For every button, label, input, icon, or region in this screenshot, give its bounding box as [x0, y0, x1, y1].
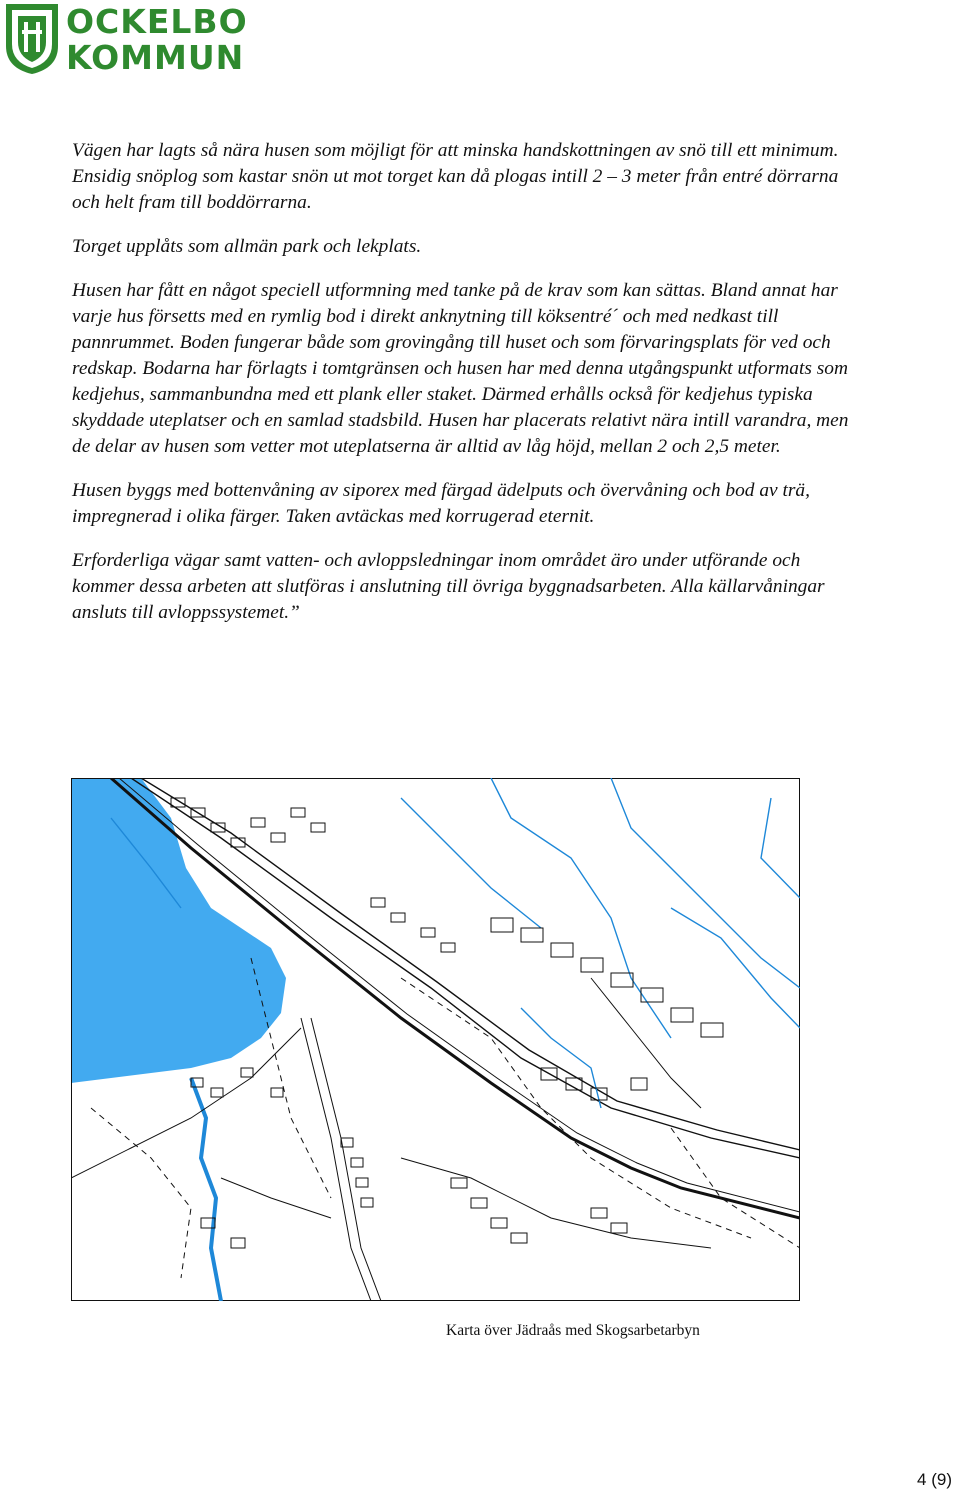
logo-text-ockelbo: OCKELBO: [66, 2, 248, 41]
map-caption: Karta över Jädraås med Skogsarbetarbyn: [446, 1322, 700, 1339]
paragraph: Torget upplåts som allmän park och lekplats.: [72, 236, 422, 257]
ockelbo-logo: [4, 2, 248, 78]
map-drawing: [71, 778, 800, 1301]
village-map: [71, 778, 800, 1301]
logo-text-kommun: KOMMUN: [66, 38, 245, 77]
paragraph: Husen byggs med bottenvåning av siporex med färgad ädelputs och övervåning och bod av trä, impregnerad i olika färger. Taken avtäckas med korrugerad eternit.: [72, 480, 810, 527]
lake: [71, 778, 286, 1083]
paragraph: Vägen har lagts så nära husen som möjligt för att minska handskottningen av snö till ett minimum. Ensidig snöplog som kastar snön ut mot torget kan då plogas intill 2 – 3 meter från entré dörrarna och helt fram till boddörrarna.: [72, 140, 839, 213]
page-number: 4 (9): [917, 1470, 952, 1489]
municipal-shield-icon: [4, 2, 60, 76]
document-body: [72, 138, 862, 644]
paragraph: Husen har fått en något speciell utformning med tanke på de krav som kan sättas. Bland annat har varje hus försetts med en rymlig bod i direkt anknytning till köksentré´ och med nedkast till pannrummet. Boden fungerar både som grovingång till huset och som förvaringsplats för ved och redskap. Bodarna har förlagts i tomtgränsen och husen har med denna utgångspunkt utformats som kedjehus, sammanbundna med ett plank eller staket. Därmed erhålls också för kedjehus typiska skyddade uteplatser och en samlad stadsbild. Husen har placerats relativt nära intill varandra, men de delar av husen som vetter mot uteplatserna är alltid av låg höjd, mellan 2 och 2,5 meter.: [72, 280, 849, 457]
paragraph: Erforderliga vägar samt vatten- och avloppsledningar inom området äro under utförande och kommer dessa arbeten att slutföras i anslutning till övriga byggnadsarbeten. Alla källarvåningar ansluts till avloppssystemet.”: [72, 550, 825, 623]
